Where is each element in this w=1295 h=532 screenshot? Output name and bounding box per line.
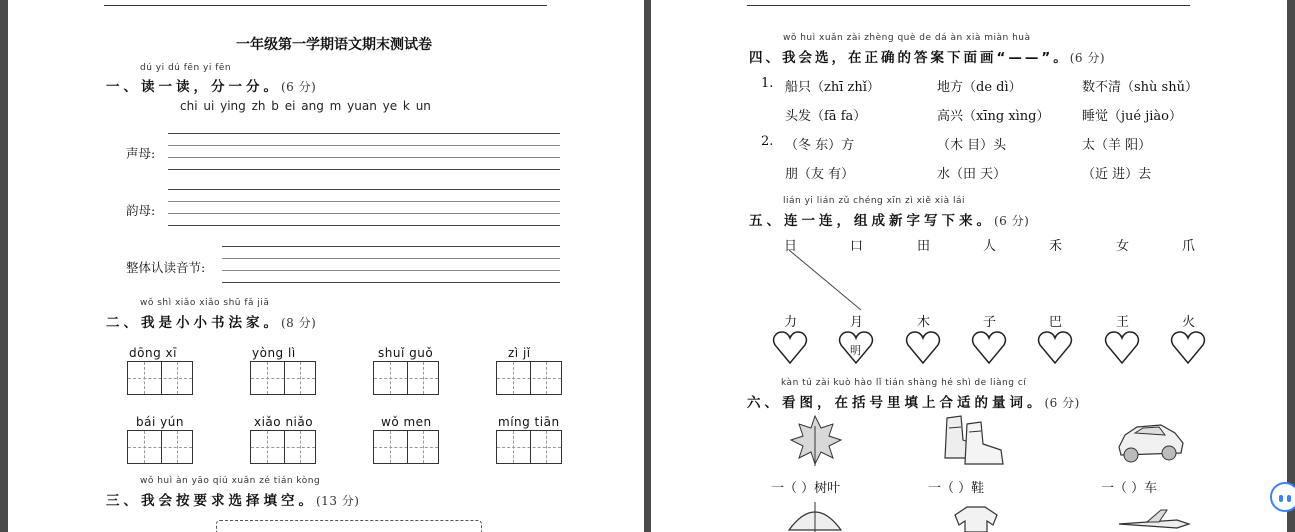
example-answer: 明 (850, 344, 861, 357)
s5-score: (6 分) (994, 214, 1030, 228)
label-yunmu: 韵母: (126, 203, 156, 218)
word-pinyin: yòng lì (252, 346, 296, 360)
choice-item[interactable]: 朋（友 有） (785, 167, 855, 182)
row-number: 2. (761, 134, 774, 149)
bottom-char[interactable]: 月 (850, 315, 864, 330)
s5-pinyin: lián yi lián zǔ chéng xīn zì xiě xià lái (783, 196, 966, 206)
heart-icon[interactable] (971, 330, 1007, 366)
heart-icon[interactable] (1037, 330, 1073, 366)
bottom-char[interactable]: 巴 (1049, 315, 1063, 330)
top-char[interactable]: 禾 (1049, 239, 1063, 254)
car-icon (1113, 413, 1187, 467)
connecting-line (785, 248, 865, 314)
choice-item[interactable]: （近 进）去 (1082, 167, 1152, 182)
word-pinyin: shuǐ guǒ (378, 346, 434, 360)
umbrella-icon (785, 500, 845, 532)
s2-pinyin: wǒ shì xiǎo xiǎo shū fǎ jiā (140, 298, 270, 308)
s1-score: (6 分) (281, 80, 317, 94)
word-pinyin: dōng xī (129, 346, 177, 360)
choice-item[interactable]: 睡觉（jué jiào） (1082, 109, 1182, 124)
tianzige-grid[interactable] (496, 430, 562, 464)
measure-word-blank[interactable]: 一（ ）鞋 (928, 481, 985, 496)
choice-item[interactable]: 高兴（xīng xìng） (937, 109, 1050, 124)
top-char[interactable]: 口 (850, 239, 864, 254)
page-title: 一年级第一学期语文期末测试卷 (236, 37, 432, 53)
top-char[interactable]: 田 (917, 239, 931, 254)
chat-eye-icon (1279, 495, 1283, 502)
bottom-char[interactable]: 木 (917, 315, 931, 330)
choice-item[interactable]: 头发（fā fa） (785, 109, 867, 124)
label-shengmu: 声母: (126, 146, 156, 161)
tianzige-grid[interactable] (373, 430, 439, 464)
choice-item[interactable]: （木 目）头 (937, 138, 1007, 153)
word-pinyin: míng tiān (498, 415, 560, 429)
shirt-icon (951, 505, 1001, 532)
top-char[interactable]: 日 (784, 239, 798, 254)
s3-score: (13 分) (316, 494, 360, 508)
s3-heading: 三、我会按要求选择填空。 (106, 493, 316, 509)
bottom-char[interactable]: 火 (1182, 315, 1196, 330)
choice-item[interactable]: 船只（zhī zhǐ） (785, 80, 880, 95)
heart-icon[interactable] (1104, 330, 1140, 366)
heart-icon[interactable] (905, 330, 941, 366)
header-rule (747, 5, 1190, 6)
choice-item[interactable]: 太（羊 阳） (1082, 138, 1152, 153)
s1-heading-row (106, 75, 316, 95)
answer-line (168, 157, 560, 158)
answer-line (222, 282, 560, 283)
measure-word-blank[interactable]: 一（ ）车 (1101, 481, 1158, 496)
heart-icon[interactable] (1170, 330, 1206, 366)
s4-heading-row (749, 46, 1105, 66)
s2-heading-row (106, 311, 316, 331)
s4-score: (6 分) (1069, 51, 1106, 65)
tianzige-grid[interactable] (127, 361, 193, 395)
s2-heading: 二、我是小小书法家。 (106, 315, 281, 331)
answer-line (168, 225, 560, 226)
page-left (8, 0, 644, 532)
shoes-icon (939, 410, 1011, 470)
top-char[interactable]: 女 (1116, 239, 1130, 254)
choice-item[interactable]: （冬 东）方 (785, 138, 855, 153)
assistant-chat-button[interactable] (1270, 482, 1295, 512)
top-char[interactable]: 爪 (1182, 239, 1196, 254)
s4-pinyin: wǒ huì xuǎn zài zhèng què de dá àn xià miàn huà (783, 33, 1031, 43)
answer-line (222, 270, 560, 271)
row-number: 1. (761, 76, 774, 91)
top-char[interactable]: 人 (983, 239, 997, 254)
s6-score: (6 分) (1044, 396, 1080, 410)
word-pinyin: xiǎo niǎo (254, 415, 314, 429)
s5-heading-row (749, 209, 1029, 229)
answer-line (222, 258, 560, 259)
choice-item[interactable]: 水（田 天） (937, 167, 1007, 182)
tianzige-grid[interactable] (250, 361, 316, 395)
bottom-char[interactable]: 力 (784, 315, 798, 330)
s2-score: (8 分) (281, 316, 317, 330)
bottom-char[interactable]: 王 (1116, 315, 1130, 330)
tianzige-grid[interactable] (127, 430, 193, 464)
s6-pinyin: kàn tú zài kuò hào lǐ tián shàng hé shì de liàng cí (781, 378, 1027, 388)
word-pinyin: bái yún (136, 415, 184, 429)
tianzige-grid[interactable] (373, 361, 439, 395)
word-bank-box (216, 520, 482, 532)
heart-icon[interactable] (772, 330, 808, 366)
word-pinyin: zì jǐ (508, 346, 531, 360)
bottom-char[interactable]: 子 (983, 315, 997, 330)
s1-syllables: chi ui ying zh b ei ang m yuan ye k un (180, 99, 431, 113)
airplane-icon (1117, 508, 1191, 532)
header-rule (104, 5, 547, 6)
tianzige-grid[interactable] (496, 361, 562, 395)
label-zhengti: 整体认读音节: (126, 260, 206, 275)
s3-pinyin: wǒ huì àn yāo qiú xuǎn zé tián kòng (140, 476, 321, 486)
s6-heading: 六、看图，在括号里填上合适的量词。 (747, 395, 1045, 411)
word-pinyin: wǒ men (381, 415, 432, 429)
answer-line (168, 145, 560, 146)
choice-item[interactable]: 数不清（shù shǔ） (1082, 80, 1198, 95)
s3-heading-row (106, 489, 359, 509)
answer-line (168, 169, 560, 170)
answer-line (168, 201, 560, 202)
answer-line (168, 189, 560, 190)
answer-line (222, 246, 560, 247)
s5-heading: 五、连一连，组成新字写下来。 (749, 213, 994, 229)
measure-word-blank[interactable]: 一（ ）树叶 (771, 481, 841, 496)
tianzige-grid[interactable] (250, 430, 316, 464)
s6-heading-row (747, 391, 1080, 411)
chat-eye-icon (1287, 495, 1291, 502)
maple-leaf-icon (785, 412, 845, 468)
s1-heading: 一、读一读，分一分。 (106, 79, 281, 95)
answer-line (168, 133, 560, 134)
page-right (651, 0, 1287, 532)
choice-item[interactable]: 地方（de dì） (937, 80, 1022, 95)
answer-line (168, 213, 560, 214)
s4-heading: 四、我会选，在正确的答案下面画“——”。 (749, 50, 1070, 66)
s1-pinyin: dú yi dú fēn yi fēn (140, 63, 232, 73)
